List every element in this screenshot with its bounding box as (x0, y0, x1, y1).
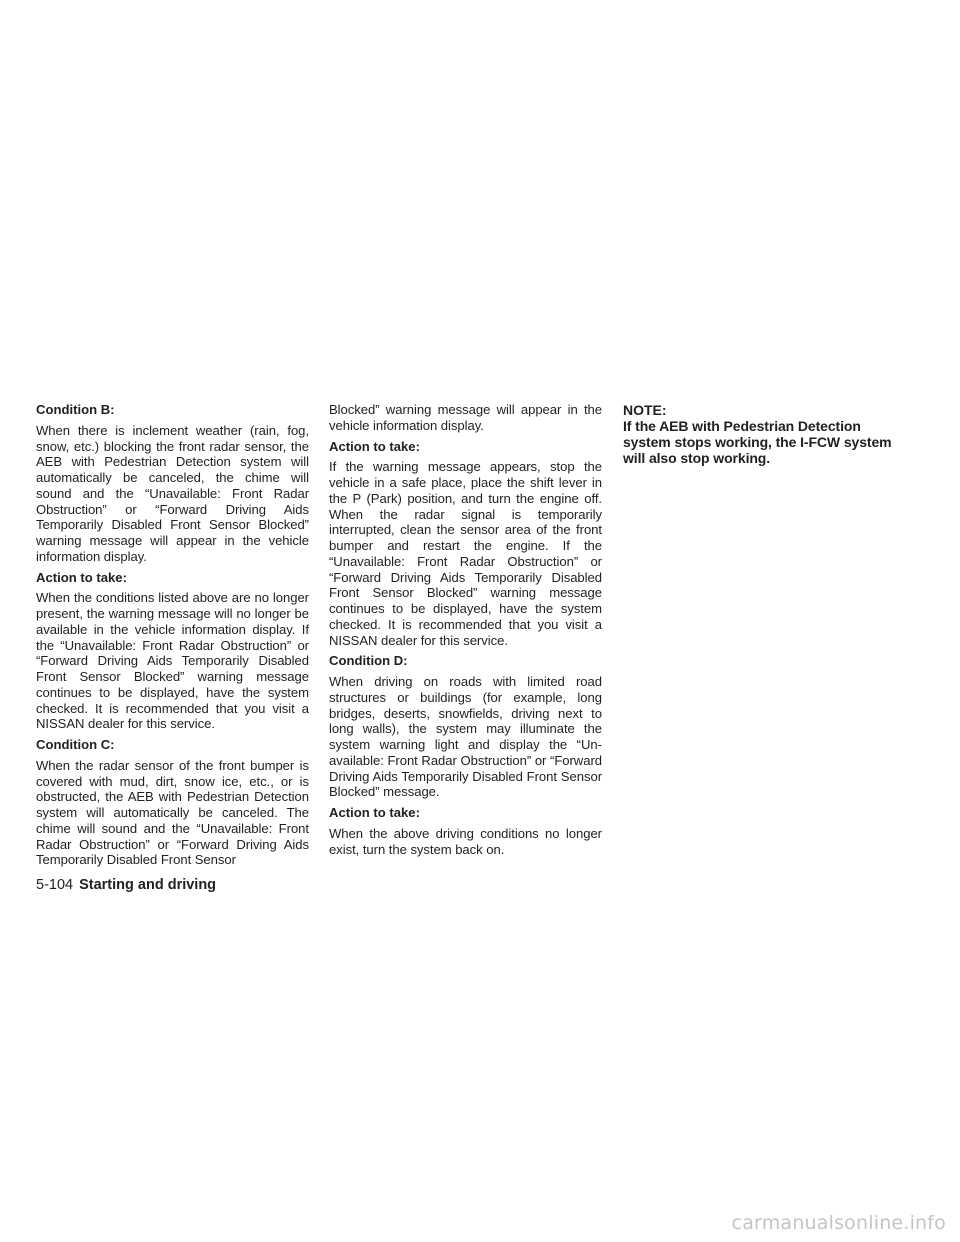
note-label: NOTE: (623, 402, 667, 418)
action-b-text: When the conditions listed above are no longer present, the warning message will no longer be available in the vehicle information display. If the “Unavailable: Front Radar Obstruction” or “Forward Driving Aids Temporarily Disabled Front Sensor Blocked” warning message continues to be displayed, have the system checked. It is recommended that you visit a NISSAN dealer for this service. (36, 590, 309, 732)
action-d-heading: Action to take: (329, 805, 420, 820)
condition-c-text: When the radar sensor of the front bumper is covered with mud, dirt, snow ice, etc., or is obstructed, the AEB with Pedestrian Detection system will automatically be canceled. The chime will sound and the “Unavailable: Front Radar Obstruction” or “Forward Driving Aids Temporarily Disabled Front Sensor (36, 757, 309, 868)
condition-b-text: When there is inclement weather (rain, fog, snow, etc.) blocking the front radar sensor, the AEB with Pedestrian Detection system will automatically be canceled, the chime will sound and the “Unavailable: Front Radar Obstruction” or “Forward Driving Aids Temporarily Disabled Front Sensor Blocked” warning message will appear in the vehicle information display. (36, 422, 309, 564)
condition-d-text: When driving on roads with limited road structures or buildings (for example, long bridges, deserts, snowfields, driving next to long walls), the system may illuminate the system warning light and display the “Unavailable: Front Radar Obstruction” or “Forward Driving Aids Temporarily Disabled Front Sensor Blocked” message. (329, 674, 602, 800)
condition-c-continued: Blocked” warning message will appear in the vehicle information display. (329, 402, 602, 433)
page-footer (36, 877, 216, 893)
column-right (623, 402, 908, 466)
condition-d-heading: Condition D: (329, 653, 408, 669)
column-left (36, 402, 309, 873)
page-number: 5-104 (36, 877, 74, 893)
condition-b-heading: Condition B: (36, 402, 115, 417)
note-text: If the AEB with Pedestrian Detection system stops working, the I-FCW system will also stop working. (623, 418, 892, 466)
action-b-heading: Action to take: (36, 569, 127, 585)
column-middle (329, 402, 602, 862)
watermark: carmanualsonline.info (731, 1212, 946, 1234)
action-d-text: When the above driving conditions no longer exist, turn the system back on. (329, 825, 602, 857)
section-title: Starting and driving (79, 877, 217, 893)
action-c-heading: Action to take: (329, 438, 420, 454)
condition-c-heading: Condition C: (36, 737, 115, 752)
action-c-text: If the warning message appears, stop the vehicle in a safe place, place the shift lever in the P (Park) position, and turn the engine off. When the radar signal is temporarily interrupted, clean the sensor area of the front bumper and restart the engine. If the “Unavailable: Front Radar Obstruction” or “Forward Driving Aids Temporarily Disabled Front Sensor Blocked” warning message continues to be displayed, have the system checked. It is recommended that you visit a NISSAN dealer for this service. (329, 459, 602, 648)
